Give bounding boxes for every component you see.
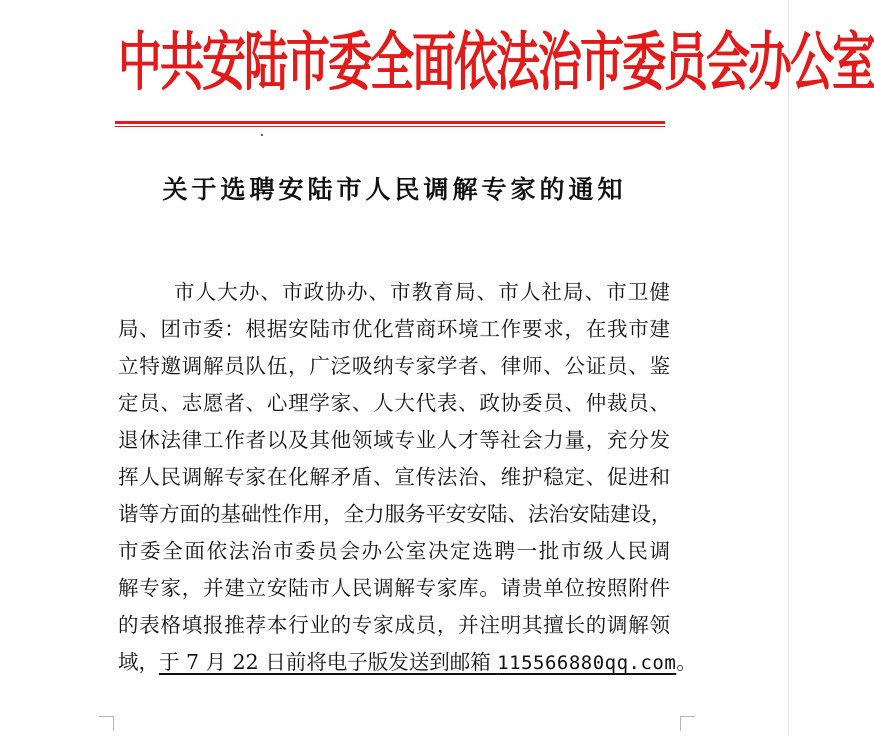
body-line: 的表格填报推荐本行业的专家成员，并注明其擅长的调解领 [118,613,670,637]
stray-dot-mark [261,134,263,136]
body-line: 退休法律工作者以及其他领域专业人才等社会力量，充分发 [118,428,670,452]
red-header-org-name: 中共安陆市委全面依法治市委员会办公室 [118,26,874,101]
notice-title: 关于选聘安陆市人民调解专家的通知 [162,175,627,204]
body-line: 谐等方面的基础性作用，全力服务平安安陆、法治安陆建设， [118,502,672,526]
last-line-prefix: 域， [118,650,159,674]
last-line-suffix: 。 [676,650,697,674]
body-line: 解专家，并建立安陆市人民调解专家库。请贵单位按照附件 [118,576,670,600]
red-header-rule-thin [115,126,665,127]
body-line: 定员、志愿者、心理学家、人大代表、政协委员、仲裁员、 [118,391,670,415]
deadline-text: 于 7 月 22 日前将电子版发送到邮箱 115566880qq.com [159,650,677,674]
margin-corner-mark-right [680,716,695,731]
margin-corner-mark-left [99,716,114,731]
email-address: 115566880qq.com [497,652,677,674]
body-last-line [118,647,697,677]
body-line: 挥人民调解专家在化解矛盾、宣传法治、维护稳定、促进和 [118,465,670,489]
red-header-rule-thick [115,121,665,124]
body-line: 立特邀调解员队伍，广泛吸纳专家学者、律师、公证员、鉴 [118,354,670,378]
body-line: 市人大办、市政协办、市教育局、市人社局、市卫健 [174,280,670,304]
body-line: 局、团市委：根据安陆市优化营商环境工作要求，在我市建 [118,317,670,341]
body-line: 市委全面依法治市委员会办公室决定选聘一批市级人民调 [118,539,670,563]
